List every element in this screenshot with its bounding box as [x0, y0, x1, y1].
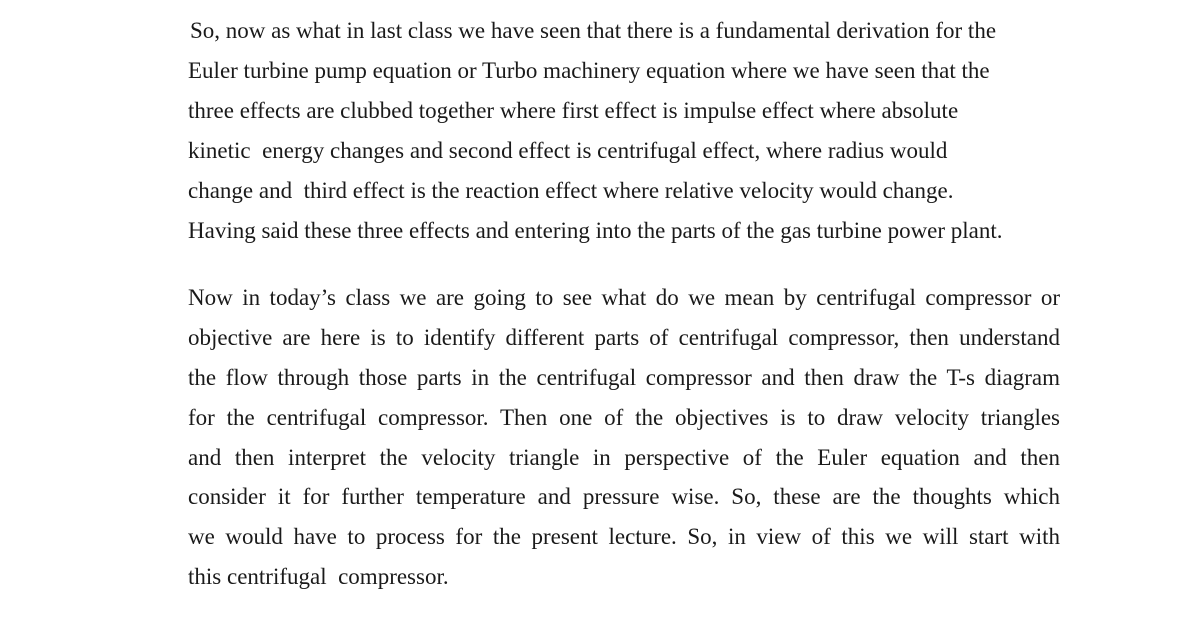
- text-line: three effects are clubbed together where first effect is impulse effect where absolute: [188, 98, 959, 123]
- text-line: Euler turbine pump equation or Turbo machinery equation where we have seen that the: [188, 58, 990, 83]
- text-line: change and third effect is the reaction effect where relative velocity would change.: [188, 178, 954, 203]
- text-line: for the centrifugal compressor. Then one of the objectives is to draw velocity triangles: [188, 405, 1060, 430]
- text-line: kinetic energy changes and second effect is centrifugal effect, where radius would: [188, 138, 948, 163]
- text-line: consider it for further temperature and pressure wise. So, these are the thoughts which: [188, 484, 1060, 509]
- text-line: Now in today’s class we are going to see what do we mean by centrifugal compressor or: [188, 285, 1060, 310]
- text-line: the flow through those parts in the centrifugal compressor and then draw the T-s diagram: [188, 365, 1060, 390]
- text-line: this centrifugal compressor.: [188, 564, 449, 589]
- text-line: Having said these three effects and entering into the parts of the gas turbine power plant.: [188, 218, 1003, 243]
- text-line: So, now as what in last class we have seen that there is a fundamental derivation for the: [190, 18, 997, 43]
- text-line: objective are here is to identify different parts of centrifugal compressor, then understand: [188, 325, 1060, 350]
- text-line: we would have to process for the present lecture. So, in view of this we will start with: [188, 524, 1060, 549]
- text-line: and then interpret the velocity triangle in perspective of the Euler equation and then: [188, 445, 1060, 470]
